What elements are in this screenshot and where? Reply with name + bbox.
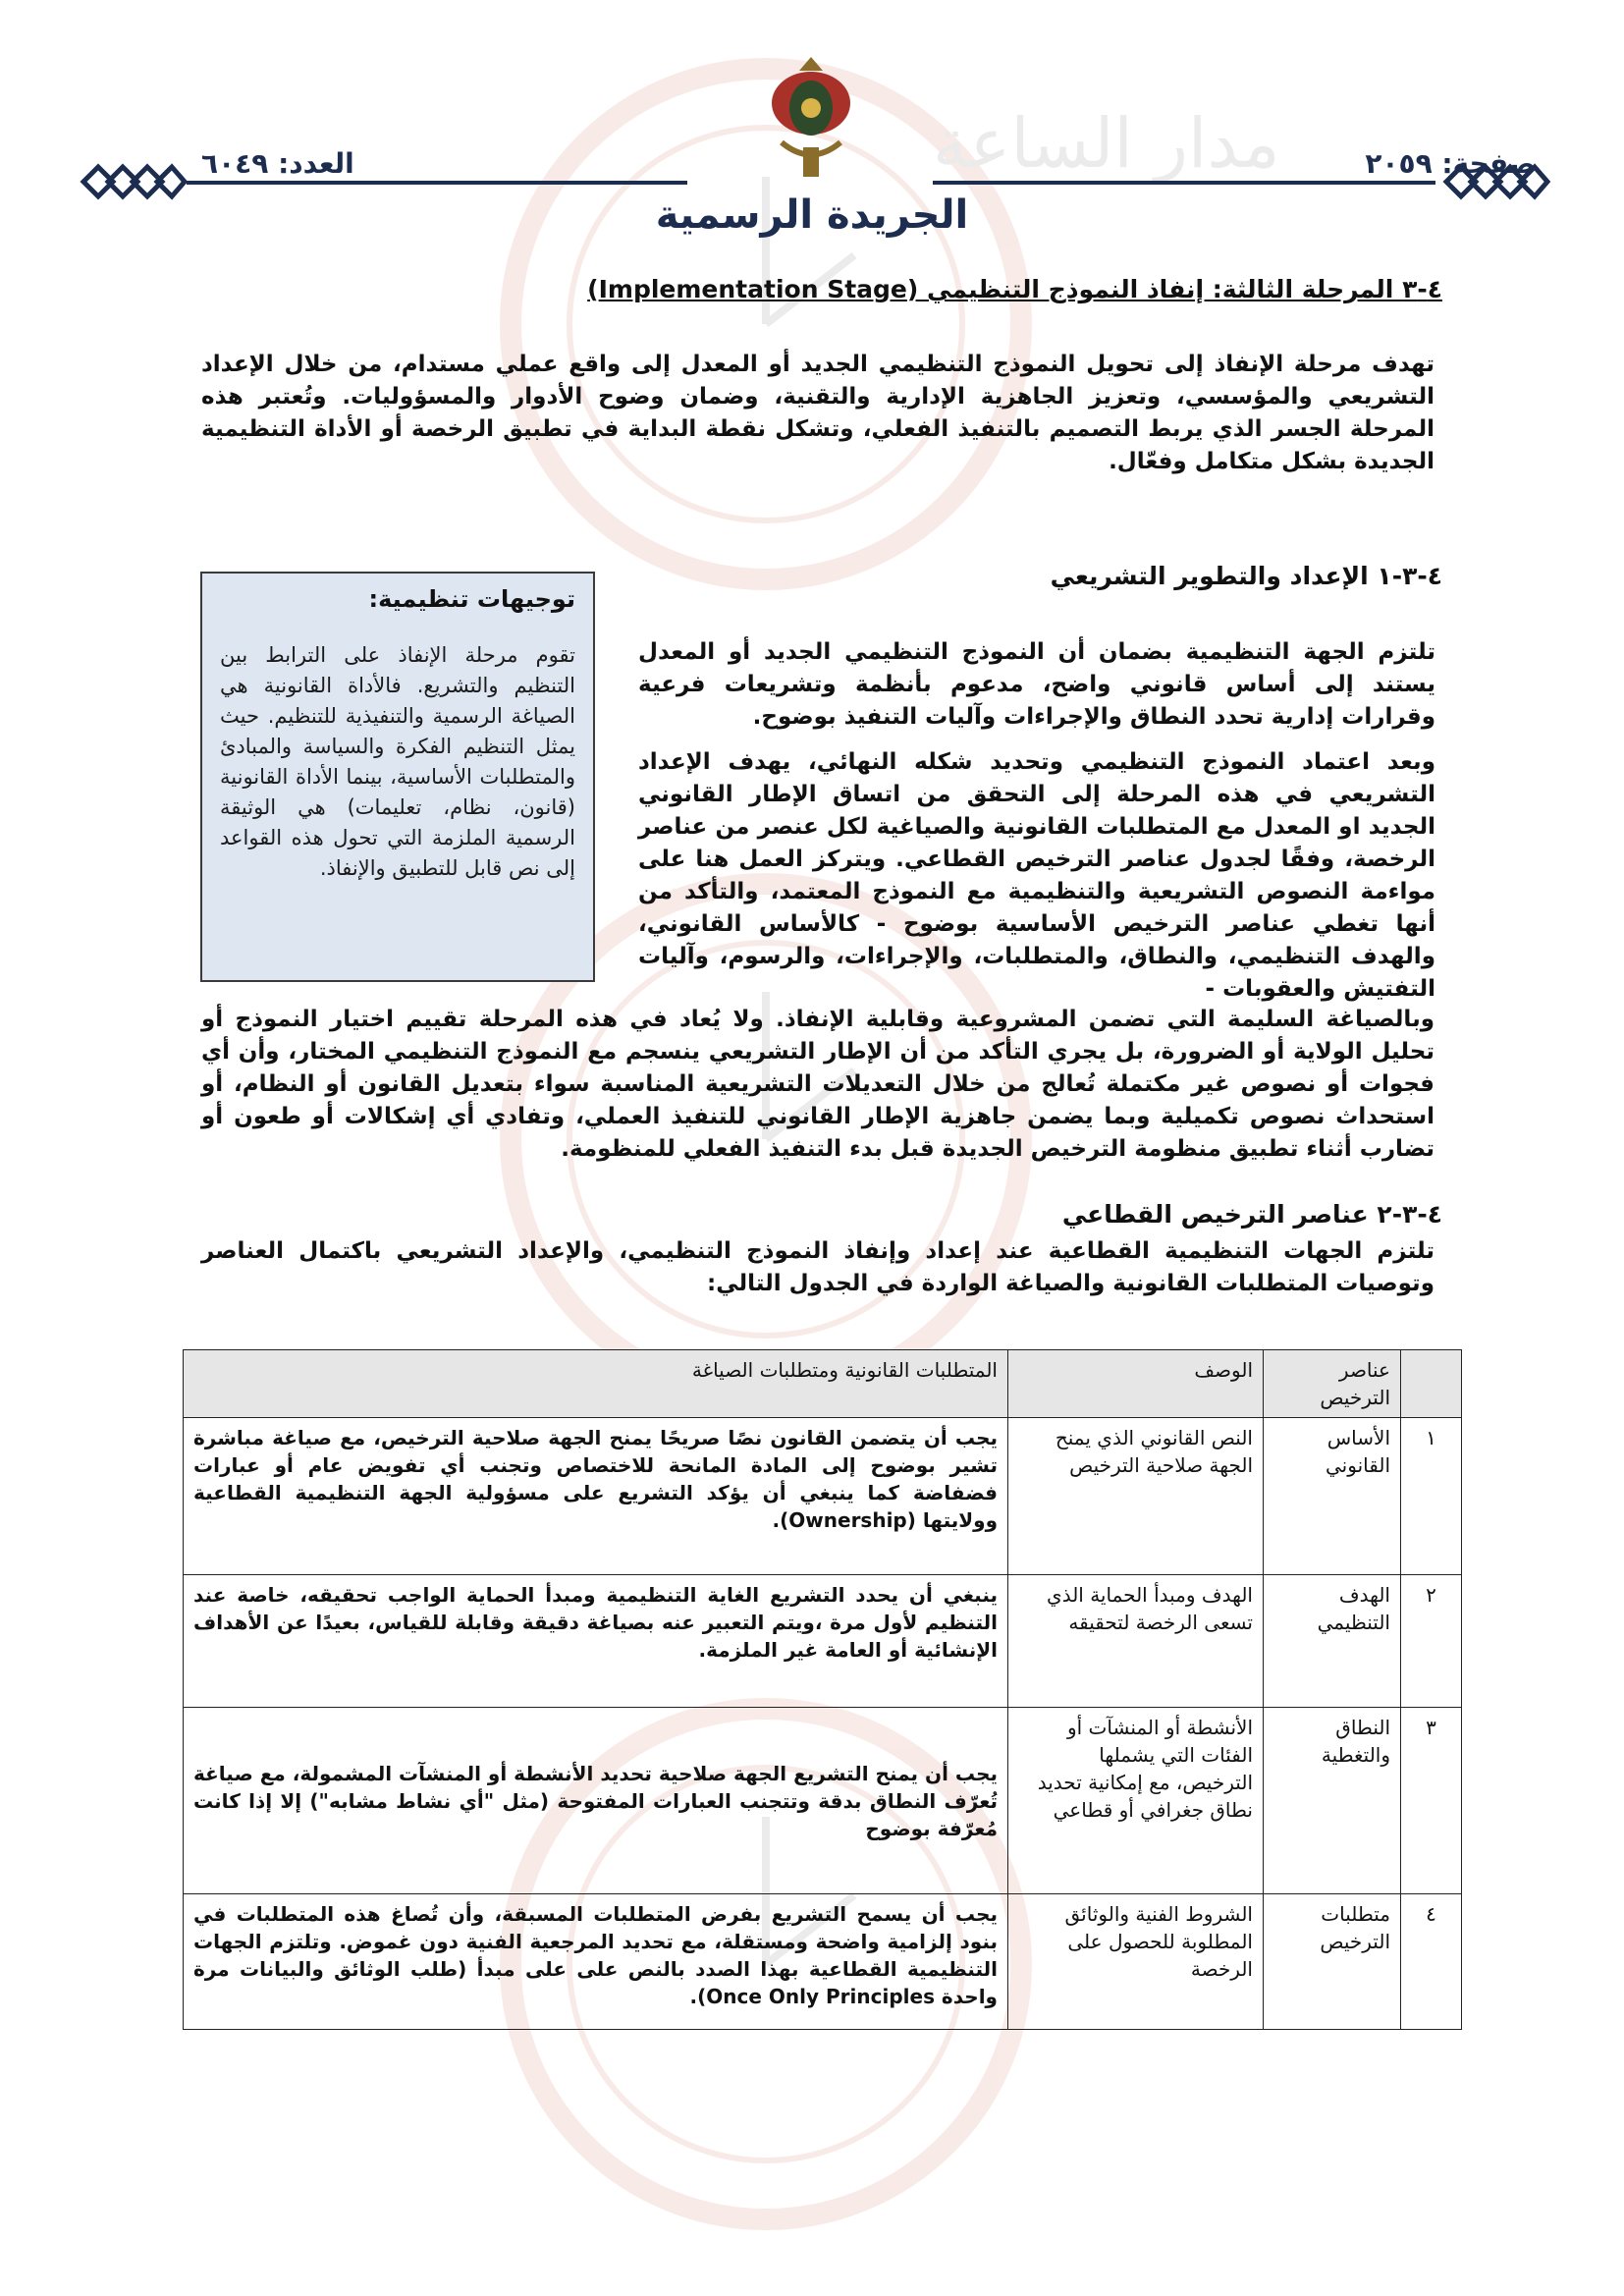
subsection-1-paragraph-3: وبالصياغة السليمة التي تضمن المشروعية وقابلية الإنفاذ. ولا يُعاد في هذه المرحلة تقييم اختيار النموذج أو تحليل الولاية أو الضرورة، بل يجري التأكد من أن الإطار التشريعي ينسجم مع النموذج التنظيمي المختار، وأن أي فجوات أو نصوص غير مكتملة تُعالج من خلال التعديلات التشريعية المناسبة سواء بتعديل القانون أو النظام، أو استحداث نصوص تكميلية وبما يضمن جاهزية الإطار القانوني للتنفيذ العملي، وتفادي أي إشكالات أو طعون أو تضارب أثناء تطبيق منظومة الترخيص الجديدة قبل بدء التنفيذ الفعلي للمنظومة. — [201, 1007, 1435, 1162]
row-num: ١ — [1401, 1418, 1462, 1575]
licensing-elements-table — [183, 1349, 1462, 2030]
row-num: ٤ — [1401, 1894, 1462, 2030]
table-row — [184, 1418, 1462, 1575]
coat-of-arms-icon — [762, 49, 860, 187]
page-number: صفحة: ٢٠٥٩ — [1365, 147, 1536, 180]
subsection-1-heading: ٤-٣-١ الإعداد والتطوير التشريعي — [1050, 562, 1442, 590]
guidance-body: تقوم مرحلة الإنفاذ على الترابط بين التنظيم والتشريع. فالأداة القانونية هي الصياغة الرسمية والتنفيذية للتنظيم. حيث يمثل التنظيم الفكرة والسياسة والمبادئ والمتطلبات الأساسية، بينما الأداة القانونية (قانون، نظام، تعليمات) هي الوثيقة الرسمية الملزمة التي تحول هذه القواعد إلى نص قابل للتطبيق والإنفاذ. — [220, 643, 575, 880]
paper-title: الجريدة الرسمية — [655, 192, 969, 238]
row-element: النطاق والتغطية — [1264, 1708, 1401, 1894]
header-rule-left — [187, 181, 687, 185]
table-row — [184, 1708, 1462, 1894]
intro-paragraph: تهدف مرحلة الإنفاذ إلى تحويل النموذج التنظيمي الجديد أو المعدل إلى واقع عملي مستدام، من خلال الإعداد التشريعي والمؤسسي، وتعزيز الجاهزية الإدارية والتقنية، وضمان وضوح الأدوار والمسؤوليات. وتُعتبر هذه المرحلة الجسر الذي يربط التصميم بالتنفيذ الفعلي، وتشكل نقطة البداية في تطبيق الرخصة أو الأداة التنظيمية الجديدة بشكل متكامل وفعّال. — [201, 352, 1435, 474]
ornament-knot-icon — [1441, 161, 1549, 202]
subsection-1-paragraph-2: وبعد اعتماد النموذج التنظيمي وتحديد شكله النهائي، يهدف الإعداد التشريعي في هذه المرحلة إلى التحقق من اتساق الإطار القانوني الجديد او المعدل مع المتطلبات القانونية والصياغية لكل عنصر من عناصر الرخصة، وفقًا لجدول عناصر الترخيص القطاعي. ويتركز العمل هنا على مواءمة النصوص التشريعية والتنظيمية مع النموذج المعتمد، والتأكد من أنها تغطي عناصر الترخيص الأساسية بوضوح - كالأساس القانوني، والهدف التنظيمي، والنطاق، والمتطلبات، والإجراءات، والرسوم، وآليات التفتيش والعقوبات - — [638, 749, 1435, 1002]
row-requirements: يجب أن يتضمن القانون نصًا صريحًا يمنح الجهة صلاحية الترخيص، مع صياغة مباشرة تشير بوضوح إلى المادة المانحة للاختصاص وتجنب أي تفويض عام أو عبارات فضفاضة كما ينبغي أن يؤكد التشريع على مسؤولية الجهة التنظيمية القطاعية وولايتها (Ownership). — [184, 1418, 1008, 1575]
ornament-knot-icon — [79, 161, 187, 202]
header-description: الوصف — [1008, 1350, 1264, 1418]
header-requirements: المتطلبات القانونية ومتطلبات الصياغة — [184, 1350, 1008, 1418]
row-description: الهدف ومبدأ الحماية الذي تسعى الرخصة لتحقيقه — [1008, 1575, 1264, 1708]
row-requirements: يجب أن يسمح التشريع بفرض المتطلبات المسبقة، وأن تُصاغ هذه المتطلبات في بنود إلزامية واضحة ومستقلة، مع تحديد المرجعية الفنية دون غموض. وتلتزم الجهات التنظيمية القطاعية بهذا الصدد بالنص على على مبدأ (طلب الوثائق والبيانات مرة واحدة Once Only Principles). — [184, 1894, 1008, 2030]
subsection-1-paragraph-1: تلتزم الجهة التنظيمية بضمان أن النموذج التنظيمي الجديد أو المعدل يستند إلى أساس قانوني واضح، مدعوم بأنظمة وتشريعات فرعية وقرارات إدارية تحدد النطاق والإجراءات وآليات التنفيذ بوضوح. — [638, 639, 1435, 730]
guidance-box — [200, 572, 595, 982]
header-rule-right — [933, 181, 1435, 185]
section-heading: ٤-٣ المرحلة الثالثة: إنفاذ النموذج التنظيمي (Implementation Stage) — [587, 275, 1442, 303]
table-row — [184, 1894, 1462, 2030]
guidance-title: توجيهات تنظيمية: — [368, 585, 575, 613]
issue-number: العدد: ٦٠٤٩ — [201, 147, 354, 180]
row-requirements: يجب أن يمنح التشريع الجهة صلاحية تحديد الأنشطة أو المنشآت المشمولة، مع صياغة تُعرّف النطاق بدقة وتتجنب العبارات المفتوحة (مثل "أي نشاط مشابه") إلا إذا كانت مُعرّفة بوضوح — [184, 1708, 1008, 1894]
row-description: الأنشطة أو المنشآت أو الفئات التي يشملها الترخيص، مع إمكانية تحديد نطاق جغرافي أو قطاعي — [1008, 1708, 1264, 1894]
header-element: عناصر الترخيص — [1264, 1350, 1401, 1418]
row-requirements: ينبغي أن يحدد التشريع الغاية التنظيمية ومبدأ الحماية الواجب تحقيقه، خاصة عند التنظيم لأول مرة ،ويتم التعبير عنه بصياغة دقيقة وقابلة للقياس، بعيدًا عن الأهداف الإنشائية أو العامة غير الملزمة. — [184, 1575, 1008, 1708]
row-element: الهدف التنظيمي — [1264, 1575, 1401, 1708]
row-num: ٣ — [1401, 1708, 1462, 1894]
subsection-2-heading: ٤-٣-٢ عناصر الترخيص القطاعي — [1061, 1200, 1442, 1229]
header-num — [1401, 1350, 1462, 1418]
table-row — [184, 1575, 1462, 1708]
subsection-2-paragraph: تلتزم الجهات التنظيمية القطاعية عند إعداد وإنفاذ النموذج التنظيمي، والإعداد التشريعي باكتمال العناصر وتوصيات المتطلبات القانونية والصياغة الواردة في الجدول التالي: — [201, 1238, 1435, 1296]
row-description: النص القانوني الذي يمنح الجهة صلاحية الترخيص — [1008, 1418, 1264, 1575]
row-element: الأساس القانوني — [1264, 1418, 1401, 1575]
table-header-row — [184, 1350, 1462, 1418]
watermark-brand: مدار الساعة — [933, 103, 1280, 184]
row-element: متطلبات الترخيص — [1264, 1894, 1401, 2030]
row-num: ٢ — [1401, 1575, 1462, 1708]
row-description: الشروط الفنية والوثائق المطلوبة للحصول على الرخصة — [1008, 1894, 1264, 2030]
